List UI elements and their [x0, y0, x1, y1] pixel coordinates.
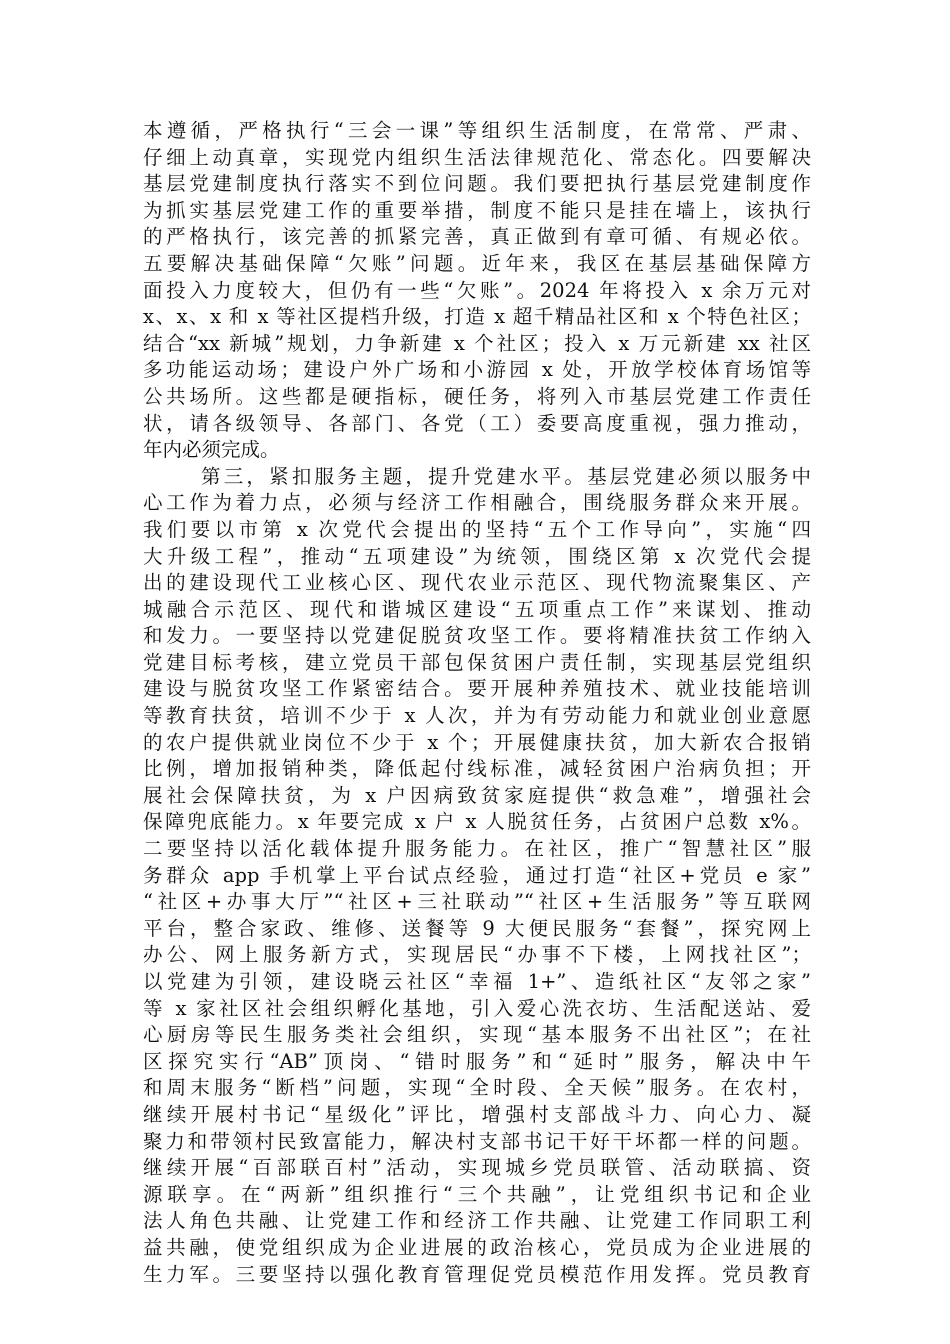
text-line: 以党建为引领，建设晓云社区“幸福 1+”、造纸社区“友邻之家” [143, 970, 811, 993]
text-line: 建设与脱贫攻坚工作紧密结合。要开展种养殖技术、就业技能培训 [143, 677, 811, 701]
text-line: 为抓实基层党建工作的重要举措，制度不能只是挂在墙上，该执行 [143, 198, 811, 222]
text-line: 等 x 家社区社会组织孵化基地，引入爱心洗衣坊、生活配送站、爱 [143, 996, 811, 1020]
text-line: 的农户提供就业岗位不少于 x 个；开展健康扶贫，加大新农合报销 [143, 730, 811, 754]
text-line: 二要坚持以活化载体提升服务能力。在社区，推广“智慧社区”服 [143, 837, 811, 861]
text-line: 继续开展村书记“星级化”评比，增强村支部战斗力、向心力、凝 [143, 1102, 811, 1126]
text-line: 多功能运动场；建设户外广场和小游园 x 处，开放学校体育场馆等 [143, 358, 811, 382]
text-line: 仔细上动真章，实现党内组织生活法律规范化、常态化。四要解决 [143, 145, 811, 169]
text-line: 心厨房等民生服务类社会组织，实现“基本服务不出社区”；在社 [143, 1023, 811, 1047]
text-line: 大升级工程”，推动“五项建设”为统领，围绕区第 x 次党代会提 [143, 544, 811, 568]
text-line: 公共场所。这些都是硬指标，硬任务，将列入市基层党建工作责任 [143, 384, 811, 408]
text-line: 办公、网上服务新方式，实现居民“办事不下楼，上网找社区”； [143, 943, 811, 967]
text-line: “社区+办事大厅”“社区+三社联动”“社区+生活服务”等互联网 [143, 890, 811, 914]
text-line: x、x、x 和 x 等社区提档升级，打造 x 超千精品社区和 x 个特色社区； [143, 305, 811, 329]
text-line: 法人角色共融、让党建工作和经济工作共融、让党建工作同职工利 [143, 1209, 811, 1233]
text-line: 出的建设现代工业核心区、现代农业示范区、现代物流聚集区、产 [143, 571, 811, 595]
text-line: 等教育扶贫，培训不少于 x 人次，并为有劳动能力和就业创业意愿 [143, 704, 811, 728]
text-line: 展社会保障扶贫，为 x 户因病致贫家庭提供“救急难”，增强社会 [143, 783, 811, 807]
text-line: 党建目标考核，建立党员干部包保贫困户责任制，实现基层党组织 [143, 650, 811, 674]
text-line: 基层党建制度执行落实不到位问题。我们要把执行基层党建制度作 [143, 172, 811, 196]
text-line: 继续开展“百部联百村”活动，实现城乡党员联管、活动联搞、资 [143, 1156, 811, 1180]
text-line: 的严格执行，该完善的抓紧完善，真正做到有章可循、有规必依。 [143, 225, 811, 249]
text-line: 平台，整合家政、维修、送餐等 9 大便民服务“套餐”，探究网上 [143, 916, 811, 940]
text-line: 区探究实行“AB”顶岗、“错时服务”和“延时”服务，解决中午 [143, 1049, 811, 1073]
text-line: 益共融，使党组织成为企业进展的政治核心，党员成为企业进展的 [143, 1235, 811, 1259]
text-line: 源联享。在“两新”组织推行“三个共融”，让党组织书记和企业 [143, 1182, 811, 1206]
text-line: 务群众 app 手机掌上平台试点经验，通过打造“社区+党员 e 家” [143, 863, 811, 887]
text-line: 结合“xx 新城”规划，力争新建 x 个社区；投入 x 万元新建 xx 社区 [143, 331, 811, 355]
text-line: 生力军。三要坚持以强化教育管理促党员模范作用发挥。党员教育 [143, 1262, 811, 1286]
text-line: 年内必须完成。 [143, 438, 280, 462]
text-line: 五要解决基础保障“欠账”问题。近年来，我区在基层基础保障方 [143, 251, 811, 275]
text-line: 城融合示范区、现代和谐城区建设“五项重点工作”来谋划、推动 [143, 597, 811, 621]
text-line: 聚力和带领村民致富能力，解决村支部书记干好干坏都一样的问题。 [143, 1129, 811, 1153]
text-line: 面投入力度较大，但仍有一些“欠账”。2024 年将投入 x 余万元对 [143, 278, 811, 302]
text-line: 和周末服务“断档”问题，实现“全时段、全天候”服务。在农村， [143, 1076, 811, 1100]
text-line: 和发力。一要坚持以党建促脱贫攻坚工作。要将精准扶贫工作纳入 [143, 624, 811, 648]
text-line: 保障兜底能力。x 年要完成 x 户 x 人脱贫任务，占贫困户总数 x%。 [143, 810, 811, 834]
text-line: 我们要以市第 x 次党代会提出的坚持“五个工作导向”，实施“四 [143, 517, 811, 541]
document-body-text [143, 118, 811, 1288]
text-line: 状，请各级领导、各部门、各党（工）委要高度重视，强力推动， [143, 411, 811, 435]
text-line: 本遵循，严格执行“三会一课”等组织生活制度，在常常、严肃、 [143, 119, 811, 142]
text-line: 第三，紧扣服务主题，提升党建水平。基层党建必须以服务中 [201, 464, 811, 488]
text-line: 心工作为着力点，必须与经济工作相融合，围绕服务群众来开展。 [143, 491, 811, 515]
text-line: 比例，增加报销种类，降低起付线标准，减轻贫困户治病负担；开 [143, 757, 811, 781]
